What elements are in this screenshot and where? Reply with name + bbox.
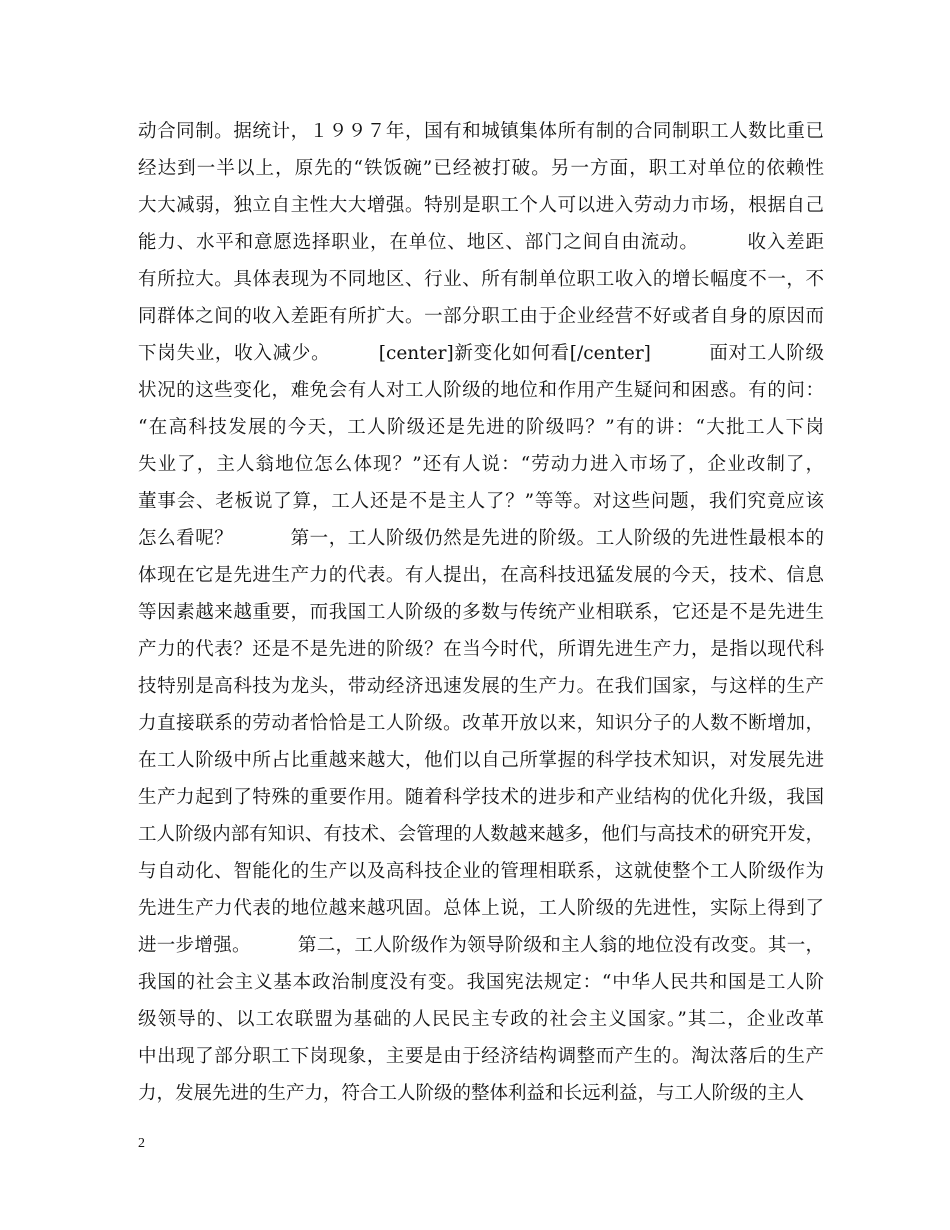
text-line: 同群体之间的收入差距有所扩大。一部分职工由于企业经营不好或者自身的原因而 (138, 306, 824, 327)
text-line: 有所拉大。具体表现为不同地区、行业、所有制单位职工收入的增长幅度不一，不 (138, 269, 824, 290)
text-line: 生产力起到了特殊的重要作用。随着科学技术的进步和产业结构的优化升级，我国 (138, 787, 824, 808)
text-line: 体现在它是先进生产力的代表。有人提出，在高科技迅猛发展的今天，技术、信息 (138, 565, 824, 586)
page-number: 2 (138, 1136, 145, 1151)
text-line: 先进生产力代表的地位越来越巩固。总体上说，工人阶级的先进性，实际上得到了 (138, 898, 824, 919)
text-line: 进一步增强。 第二，工人阶级作为领导阶级和主人翁的地位没有改变。其一， (138, 935, 824, 956)
text-line: 力直接联系的劳动者恰恰是工人阶级。改革开放以来，知识分子的人数不断增加， (138, 713, 824, 734)
text-line: 下岗失业，收入减少。 [center]新变化如何看[/center] 面对工人阶级 (138, 343, 824, 364)
body-text (138, 113, 824, 1112)
text-line: 产力的代表？还是不是先进的阶级？在当今时代，所谓先进生产力，是指以现代科 (138, 639, 824, 660)
text-line: 能力、水平和意愿选择职业，在单位、地区、部门之间自由流动。 收入差距 (138, 232, 824, 253)
text-line: 级领导的、以工农联盟为基础的人民民主专政的社会主义国家。”其二，企业改革 (138, 1009, 824, 1030)
text-line: 动合同制。据统计，１９９７年，国有和城镇集体所有制的合同制职工人数比重已 (138, 121, 824, 142)
text-line: 失业了，主人翁地位怎么体现？”还有人说：“劳动力进入市场了，企业改制了， (138, 454, 824, 475)
text-line: 经达到一半以上，原先的“铁饭碗”已经被打破。另一方面，职工对单位的依赖性 (138, 158, 824, 179)
text-line: 力，发展先进的生产力，符合工人阶级的整体利益和长远利益，与工人阶级的主人 (138, 1083, 805, 1104)
text-line: 董事会、老板说了算，工人还是不是主人了？”等等。对这些问题，我们究竟应该 (138, 491, 824, 512)
text-line: 在工人阶级中所占比重越来越大，他们以自己所掌握的科学技术知识，对发展先进 (138, 750, 824, 771)
text-line: 等因素越来越重要，而我国工人阶级的多数与传统产业相联系，它还是不是先进生 (138, 602, 824, 623)
text-line: 技特别是高科技为龙头，带动经济迅速发展的生产力。在我们国家，与这样的生产 (138, 676, 824, 697)
text-line: 与自动化、智能化的生产以及高科技企业的管理相联系，这就使整个工人阶级作为 (138, 861, 824, 882)
text-line: 中出现了部分职工下岗现象，主要是由于经济结构调整而产生的。淘汰落后的生产 (138, 1046, 824, 1067)
text-line: 工人阶级内部有知识、有技术、会管理的人数越来越多，他们与高技术的研究开发， (138, 824, 824, 845)
text-line: “在高科技发展的今天，工人阶级还是先进的阶级吗？”有的讲：“大批工人下岗 (138, 417, 824, 438)
text-line: 我国的社会主义基本政治制度没有变。我国宪法规定：“中华人民共和国是工人阶 (138, 972, 824, 993)
text-line: 怎么看呢？ 第一，工人阶级仍然是先进的阶级。工人阶级的先进性最根本的 (138, 528, 824, 549)
text-line: 状况的这些变化，难免会有人对工人阶级的地位和作用产生疑问和困惑。有的问： (138, 380, 824, 401)
text-line: 大大减弱，独立自主性大大增强。特别是职工个人可以进入劳动力市场，根据自己 (138, 195, 824, 216)
